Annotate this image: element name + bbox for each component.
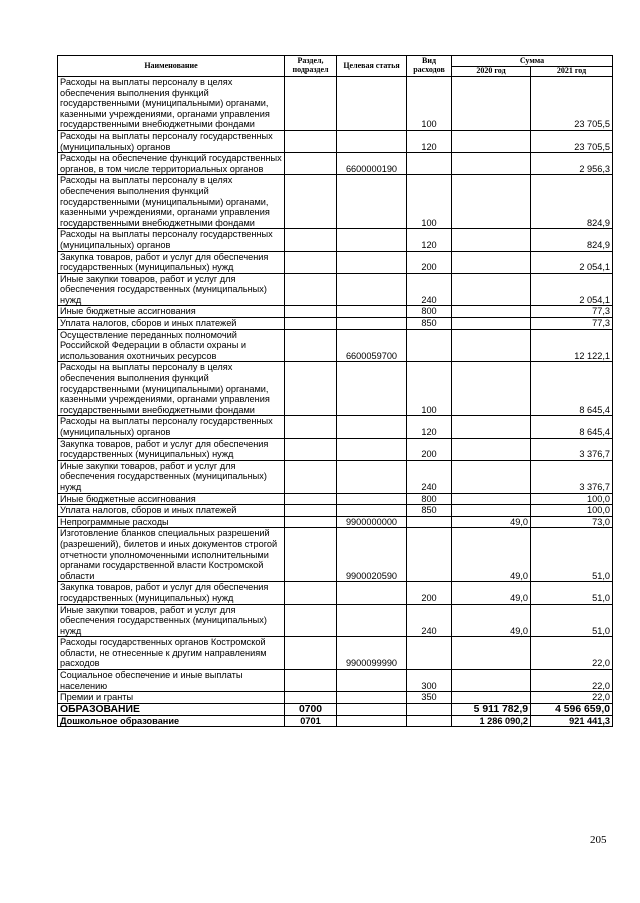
- cell-sum-2021: 3 376,7: [531, 438, 613, 460]
- cell-sum-2021: 100,0: [531, 493, 613, 505]
- cell-kind: 200: [407, 438, 452, 460]
- cell-kind: [407, 637, 452, 670]
- cell-section: [285, 130, 337, 152]
- cell-section: [285, 416, 337, 438]
- cell-sum-2021: 22,0: [531, 637, 613, 670]
- cell-sum-2020: [452, 329, 531, 362]
- cell-sum-2020: [452, 362, 531, 416]
- cell-target: [337, 318, 407, 330]
- cell-section: [285, 273, 337, 306]
- cell-kind: [407, 703, 452, 715]
- cell-section: [285, 493, 337, 505]
- cell-name: Иные закупки товаров, работ и услуг для обеспечения государственных (муниципальных) нужд: [58, 460, 285, 493]
- cell-sum-2021: 4 596 659,0: [531, 703, 613, 715]
- cell-target: [337, 438, 407, 460]
- header-year-2020: 2020 год: [452, 67, 531, 77]
- cell-sum-2021: 12 122,1: [531, 329, 613, 362]
- cell-sum-2021: 22,0: [531, 692, 613, 704]
- header-target: Целевая статья: [337, 56, 407, 77]
- cell-sum-2021: 3 376,7: [531, 460, 613, 493]
- cell-kind: 240: [407, 273, 452, 306]
- cell-sum-2020: [452, 175, 531, 229]
- header-year-2021: 2021 год: [531, 67, 613, 77]
- cell-kind: 350: [407, 692, 452, 704]
- cell-sum-2020: [452, 637, 531, 670]
- cell-sum-2021: 2 054,1: [531, 251, 613, 273]
- header-section: Раздел, подраздел: [285, 56, 337, 77]
- cell-sum-2020: [452, 438, 531, 460]
- cell-target: [337, 493, 407, 505]
- cell-target: [337, 130, 407, 152]
- table-body: [58, 77, 613, 727]
- table-row: [58, 130, 613, 152]
- table-row: [58, 692, 613, 704]
- cell-target: [337, 692, 407, 704]
- table-row: [58, 505, 613, 517]
- cell-name: Расходы на обеспечение функций государственных органов, в том числе территориальных органов: [58, 153, 285, 175]
- cell-sum-2021: 51,0: [531, 582, 613, 604]
- cell-target: [337, 175, 407, 229]
- cell-sum-2020: 49,0: [452, 604, 531, 637]
- cell-section: [285, 460, 337, 493]
- cell-kind: 120: [407, 229, 452, 251]
- cell-sum-2021: 73,0: [531, 516, 613, 528]
- cell-target: [337, 273, 407, 306]
- cell-sum-2021: 2 054,1: [531, 273, 613, 306]
- cell-target: [337, 505, 407, 517]
- cell-kind: 100: [407, 175, 452, 229]
- cell-section: [285, 153, 337, 175]
- cell-section: 0700: [285, 703, 337, 715]
- cell-sum-2020: [452, 493, 531, 505]
- cell-section: [285, 637, 337, 670]
- cell-kind: 100: [407, 77, 452, 131]
- cell-target: [337, 715, 407, 727]
- cell-sum-2021: 8 645,4: [531, 362, 613, 416]
- cell-sum-2021: 100,0: [531, 505, 613, 517]
- cell-sum-2020: 49,0: [452, 528, 531, 582]
- cell-name: Расходы на выплаты персоналу в целях обеспечения выполнения функций государственными (муниципальными) органами, казенными учреждениями, органами управления государственными внебюджетными фондами: [58, 362, 285, 416]
- cell-kind: [407, 153, 452, 175]
- cell-name: Дошкольное образование: [58, 715, 285, 727]
- table-row: [58, 273, 613, 306]
- cell-target: [337, 306, 407, 318]
- cell-target: [337, 460, 407, 493]
- table-row: [58, 229, 613, 251]
- cell-name: Закупка товаров, работ и услуг для обеспечения государственных (муниципальных) нужд: [58, 582, 285, 604]
- cell-name: ОБРАЗОВАНИЕ: [58, 703, 285, 715]
- cell-sum-2020: [452, 153, 531, 175]
- cell-kind: 300: [407, 670, 452, 692]
- cell-name: Закупка товаров, работ и услуг для обеспечения государственных (муниципальных) нужд: [58, 438, 285, 460]
- cell-name: Социальное обеспечение и иные выплаты населению: [58, 670, 285, 692]
- table-row: [58, 362, 613, 416]
- table-row: [58, 670, 613, 692]
- cell-sum-2021: 2 956,3: [531, 153, 613, 175]
- cell-section: [285, 516, 337, 528]
- cell-sum-2021: 22,0: [531, 670, 613, 692]
- cell-sum-2021: 824,9: [531, 229, 613, 251]
- cell-kind: 850: [407, 318, 452, 330]
- cell-kind: [407, 715, 452, 727]
- cell-sum-2020: 49,0: [452, 516, 531, 528]
- cell-name: Иные закупки товаров, работ и услуг для обеспечения государственных (муниципальных) нужд: [58, 273, 285, 306]
- cell-section: [285, 306, 337, 318]
- cell-name: Уплата налогов, сборов и иных платежей: [58, 318, 285, 330]
- page-number: 205: [590, 834, 607, 846]
- header-sum: Сумма: [452, 56, 613, 67]
- cell-target: [337, 670, 407, 692]
- cell-name: Расходы на выплаты персоналу в целях обеспечения выполнения функций государственными (муниципальными) органами, казенными учреждениями, органами управления государственными внебюджетными фондами: [58, 175, 285, 229]
- cell-target: [337, 604, 407, 637]
- cell-section: [285, 692, 337, 704]
- cell-sum-2021: 8 645,4: [531, 416, 613, 438]
- cell-sum-2020: [452, 692, 531, 704]
- cell-section: [285, 229, 337, 251]
- table-row: [58, 460, 613, 493]
- cell-section: [285, 318, 337, 330]
- cell-target: 9900000000: [337, 516, 407, 528]
- header-kind: Вид расходов: [407, 56, 452, 77]
- cell-section: [285, 505, 337, 517]
- cell-kind: [407, 329, 452, 362]
- table-row: [58, 329, 613, 362]
- cell-sum-2020: [452, 460, 531, 493]
- table-row: [58, 493, 613, 505]
- table-row: [58, 516, 613, 528]
- cell-sum-2020: [452, 130, 531, 152]
- cell-section: [285, 175, 337, 229]
- cell-section: 0701: [285, 715, 337, 727]
- cell-sum-2020: [452, 273, 531, 306]
- cell-name: Иные закупки товаров, работ и услуг для обеспечения государственных (муниципальных) нужд: [58, 604, 285, 637]
- cell-target: [337, 251, 407, 273]
- cell-sum-2020: [452, 251, 531, 273]
- cell-sum-2020: [452, 306, 531, 318]
- cell-sum-2020: 5 911 782,9: [452, 703, 531, 715]
- cell-target: [337, 229, 407, 251]
- cell-section: [285, 670, 337, 692]
- cell-sum-2020: [452, 318, 531, 330]
- cell-kind: 200: [407, 582, 452, 604]
- cell-section: [285, 528, 337, 582]
- header-name: Наименование: [58, 56, 285, 77]
- cell-target: [337, 703, 407, 715]
- cell-kind: 800: [407, 493, 452, 505]
- cell-kind: 120: [407, 416, 452, 438]
- table-row: [58, 416, 613, 438]
- table-row: [58, 604, 613, 637]
- cell-section: [285, 362, 337, 416]
- table-row: [58, 703, 613, 715]
- cell-kind: 200: [407, 251, 452, 273]
- table-row: [58, 582, 613, 604]
- cell-target: [337, 582, 407, 604]
- cell-kind: 240: [407, 604, 452, 637]
- table-row: [58, 438, 613, 460]
- cell-target: 6600059700: [337, 329, 407, 362]
- cell-name: Непрограммные расходы: [58, 516, 285, 528]
- cell-kind: [407, 528, 452, 582]
- cell-sum-2021: 824,9: [531, 175, 613, 229]
- cell-sum-2021: 51,0: [531, 604, 613, 637]
- cell-section: [285, 251, 337, 273]
- cell-sum-2020: [452, 77, 531, 131]
- cell-name: Уплата налогов, сборов и иных платежей: [58, 505, 285, 517]
- cell-target: 9900099990: [337, 637, 407, 670]
- table-row: [58, 637, 613, 670]
- cell-sum-2021: 921 441,3: [531, 715, 613, 727]
- table-row: [58, 175, 613, 229]
- cell-name: Расходы государственных органов Костромской области, не отнесенные к другим направлениям расходов: [58, 637, 285, 670]
- cell-kind: 120: [407, 130, 452, 152]
- cell-section: [285, 604, 337, 637]
- cell-sum-2021: 77,3: [531, 318, 613, 330]
- cell-section: [285, 329, 337, 362]
- cell-target: 6600000190: [337, 153, 407, 175]
- cell-name: Осуществление переданных полномочий Российской Федерации в области охраны и использования охотничьих ресурсов: [58, 329, 285, 362]
- cell-sum-2020: [452, 416, 531, 438]
- table-row: [58, 251, 613, 273]
- cell-sum-2020: [452, 505, 531, 517]
- cell-target: [337, 362, 407, 416]
- cell-name: Иные бюджетные ассигнования: [58, 493, 285, 505]
- cell-sum-2021: 51,0: [531, 528, 613, 582]
- cell-kind: 850: [407, 505, 452, 517]
- cell-name: Расходы на выплаты персоналу государственных (муниципальных) органов: [58, 416, 285, 438]
- cell-sum-2020: [452, 229, 531, 251]
- table-row: [58, 153, 613, 175]
- budget-table: [57, 55, 613, 727]
- table-row: [58, 528, 613, 582]
- cell-kind: 240: [407, 460, 452, 493]
- cell-section: [285, 438, 337, 460]
- table-row: [58, 306, 613, 318]
- cell-name: Расходы на выплаты персоналу в целях обеспечения выполнения функций государственными (муниципальными) органами, казенными учреждениями, органами управления государственными внебюджетными фондами: [58, 77, 285, 131]
- cell-kind: 800: [407, 306, 452, 318]
- cell-name: Иные бюджетные ассигнования: [58, 306, 285, 318]
- cell-name: Расходы на выплаты персоналу государственных (муниципальных) органов: [58, 229, 285, 251]
- cell-target: 9900020590: [337, 528, 407, 582]
- cell-section: [285, 77, 337, 131]
- cell-kind: [407, 516, 452, 528]
- cell-name: Закупка товаров, работ и услуг для обеспечения государственных (муниципальных) нужд: [58, 251, 285, 273]
- cell-sum-2020: 49,0: [452, 582, 531, 604]
- cell-section: [285, 582, 337, 604]
- cell-name: Премии и гранты: [58, 692, 285, 704]
- cell-sum-2021: 23 705,5: [531, 130, 613, 152]
- cell-sum-2020: [452, 670, 531, 692]
- cell-name: Расходы на выплаты персоналу государственных (муниципальных) органов: [58, 130, 285, 152]
- cell-sum-2020: 1 286 090,2: [452, 715, 531, 727]
- table-row: [58, 77, 613, 131]
- cell-target: [337, 77, 407, 131]
- cell-target: [337, 416, 407, 438]
- cell-name: Изготовление бланков специальных разрешений (разрешений), билетов и иных документов строгой отчетности уполномоченными исполнительными органами государственной власти Костромской области: [58, 528, 285, 582]
- cell-sum-2021: 23 705,5: [531, 77, 613, 131]
- table-row: [58, 318, 613, 330]
- table-row: [58, 715, 613, 727]
- cell-sum-2021: 77,3: [531, 306, 613, 318]
- cell-kind: 100: [407, 362, 452, 416]
